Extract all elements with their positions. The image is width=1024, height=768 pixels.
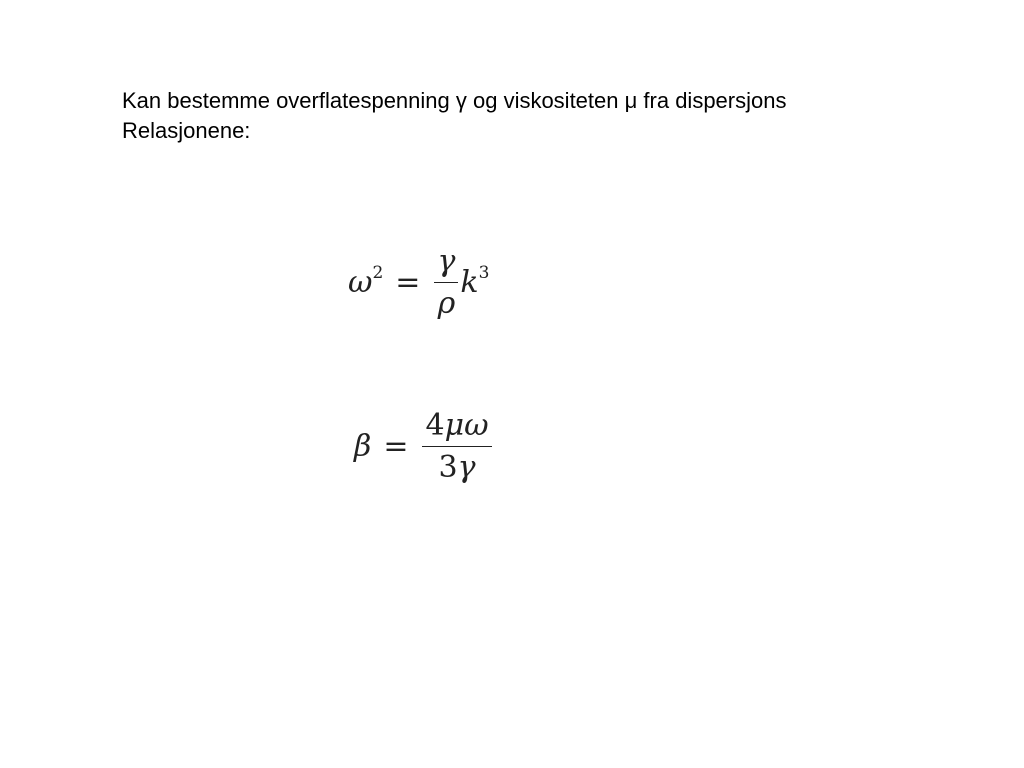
numerator-coefficient: 4 xyxy=(425,408,445,443)
numerator-variables: μω xyxy=(444,408,489,443)
equals-sign: = xyxy=(383,429,409,464)
equation-dispersion-omega xyxy=(348,244,489,321)
equation-damping-beta xyxy=(354,408,494,485)
fraction-gamma-over-rho xyxy=(434,244,458,321)
beta-symbol: β xyxy=(354,429,372,464)
denominator-coefficient: 3 xyxy=(438,450,458,485)
fraction-numerator: γ xyxy=(437,244,456,279)
k-exponent: 3 xyxy=(478,263,490,283)
omega-base: ω xyxy=(348,265,373,300)
fraction-numerator xyxy=(422,408,491,446)
omega-exponent: 2 xyxy=(372,263,384,283)
denominator-variable: γ xyxy=(457,450,476,485)
fraction-denominator xyxy=(436,447,479,485)
omega-symbol xyxy=(348,265,383,300)
k-base: k xyxy=(460,265,479,300)
intro-line-2: Relasjonene: xyxy=(122,118,251,143)
k-symbol xyxy=(460,265,489,300)
equals-sign: = xyxy=(395,265,421,300)
intro-text xyxy=(122,86,942,146)
intro-line-1: Kan bestemme overflatespenning γ og viskositeten μ fra dispersjons xyxy=(122,88,787,113)
fraction-denominator: ρ xyxy=(437,286,456,321)
fraction-4muomega-over-3gamma xyxy=(422,408,491,485)
